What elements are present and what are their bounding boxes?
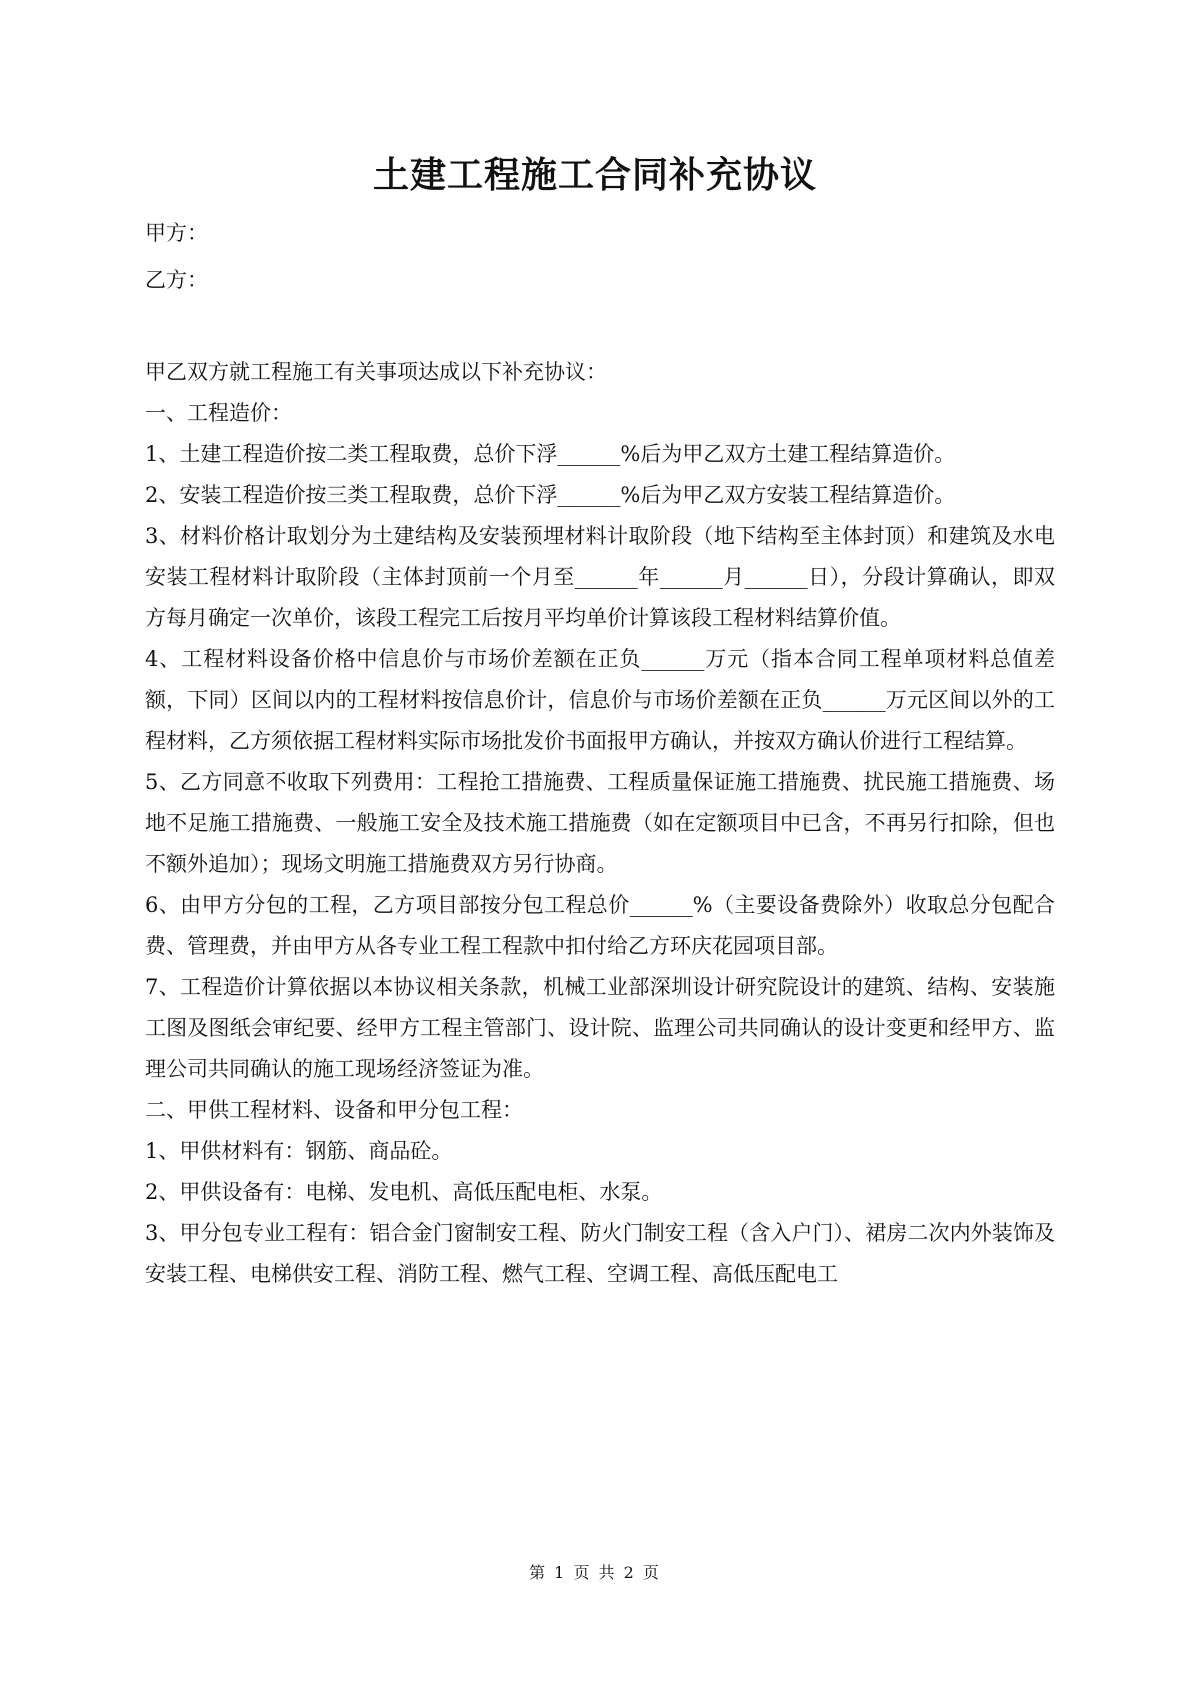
page-number-footer: 第 1 页 共 2 页 — [529, 1563, 661, 1582]
section-heading-cost: 一、工程造价： — [145, 401, 292, 425]
clause-1-4: 4、工程材料设备价格中信息价与市场价差额在正负______万元（指本合同工程单项材料总值差额，下同）区间以内的工程材料按信息价计，信息价与市场价差额在正负______万元区间以外的工程材料，乙方须依据工程材料实际市场批发价书面报甲方确认，并按双方确认价进行工程结算。 — [145, 647, 1055, 753]
section-heading-supply: 二、甲供工程材料、设备和甲分包工程： — [145, 1098, 523, 1122]
clause-2-3: 3、甲分包专业工程有：铝合金门窗制安工程、防火门制安工程（含入户门）、裙房二次内外装饰及安装工程、电梯供安工程、消防工程、燃气工程、空调工程、高低压配电工 — [145, 1221, 1055, 1286]
clause-1-3: 3、材料价格计取划分为土建结构及安装预埋材料计取阶段（地下结构至主体封顶）和建筑及水电安装工程材料计取阶段（主体封顶前一个月至______年______月______日），分段计算确认，即双方每月确定一次单价，该段工程完工后按月平均单价计算该段工程材料结算价值。 — [145, 524, 1055, 630]
clause-1-1: 1、土建工程造价按二类工程取费，总价下浮______%后为甲乙双方土建工程结算造价。 — [145, 442, 956, 466]
document-title: 土建工程施工合同补充协议 — [372, 154, 817, 196]
clause-2-1: 1、甲供材料有：钢筋、商品砼。 — [145, 1139, 453, 1163]
intro-paragraph: 甲乙双方就工程施工有关事项达成以下补充协议： — [145, 360, 607, 384]
blank-line — [145, 304, 1055, 352]
clause-1-5: 5、乙方同意不收取下列费用：工程抢工措施费、工程质量保证施工措施费、扰民施工措施费、场地不足施工措施费、一般施工安全及技术施工措施费（如在定额项目中已含，不再另行扣除，但也不额外追加）；现场文明施工措施费双方另行协商。 — [145, 770, 1055, 876]
clause-2-2: 2、甲供设备有：电梯、发电机、高低压配电柜、水泵。 — [145, 1180, 663, 1204]
party-a-line: 甲方： — [145, 221, 208, 245]
document-body — [145, 210, 1055, 1295]
clause-1-2: 2、安装工程造价按三类工程取费，总价下浮______%后为甲乙双方安装工程结算造价。 — [145, 483, 956, 507]
clause-1-7: 7、工程造价计算依据以本协议相关条款，机械工业部深圳设计研究院设计的建筑、结构、安装施工图及图纸会审纪要、经甲方工程主管部门、设计院、监理公司共同确认的设计变更和经甲方、监理公司共同确认的施工现场经济签证为准。 — [145, 975, 1055, 1081]
clause-1-6: 6、由甲方分包的工程，乙方项目部按分包工程总价______%（主要设备费除外）收取总分包配合费、管理费，并由甲方从各专业工程工程款中扣付给乙方环庆花园项目部。 — [145, 893, 1055, 958]
party-b-line: 乙方： — [145, 268, 208, 292]
